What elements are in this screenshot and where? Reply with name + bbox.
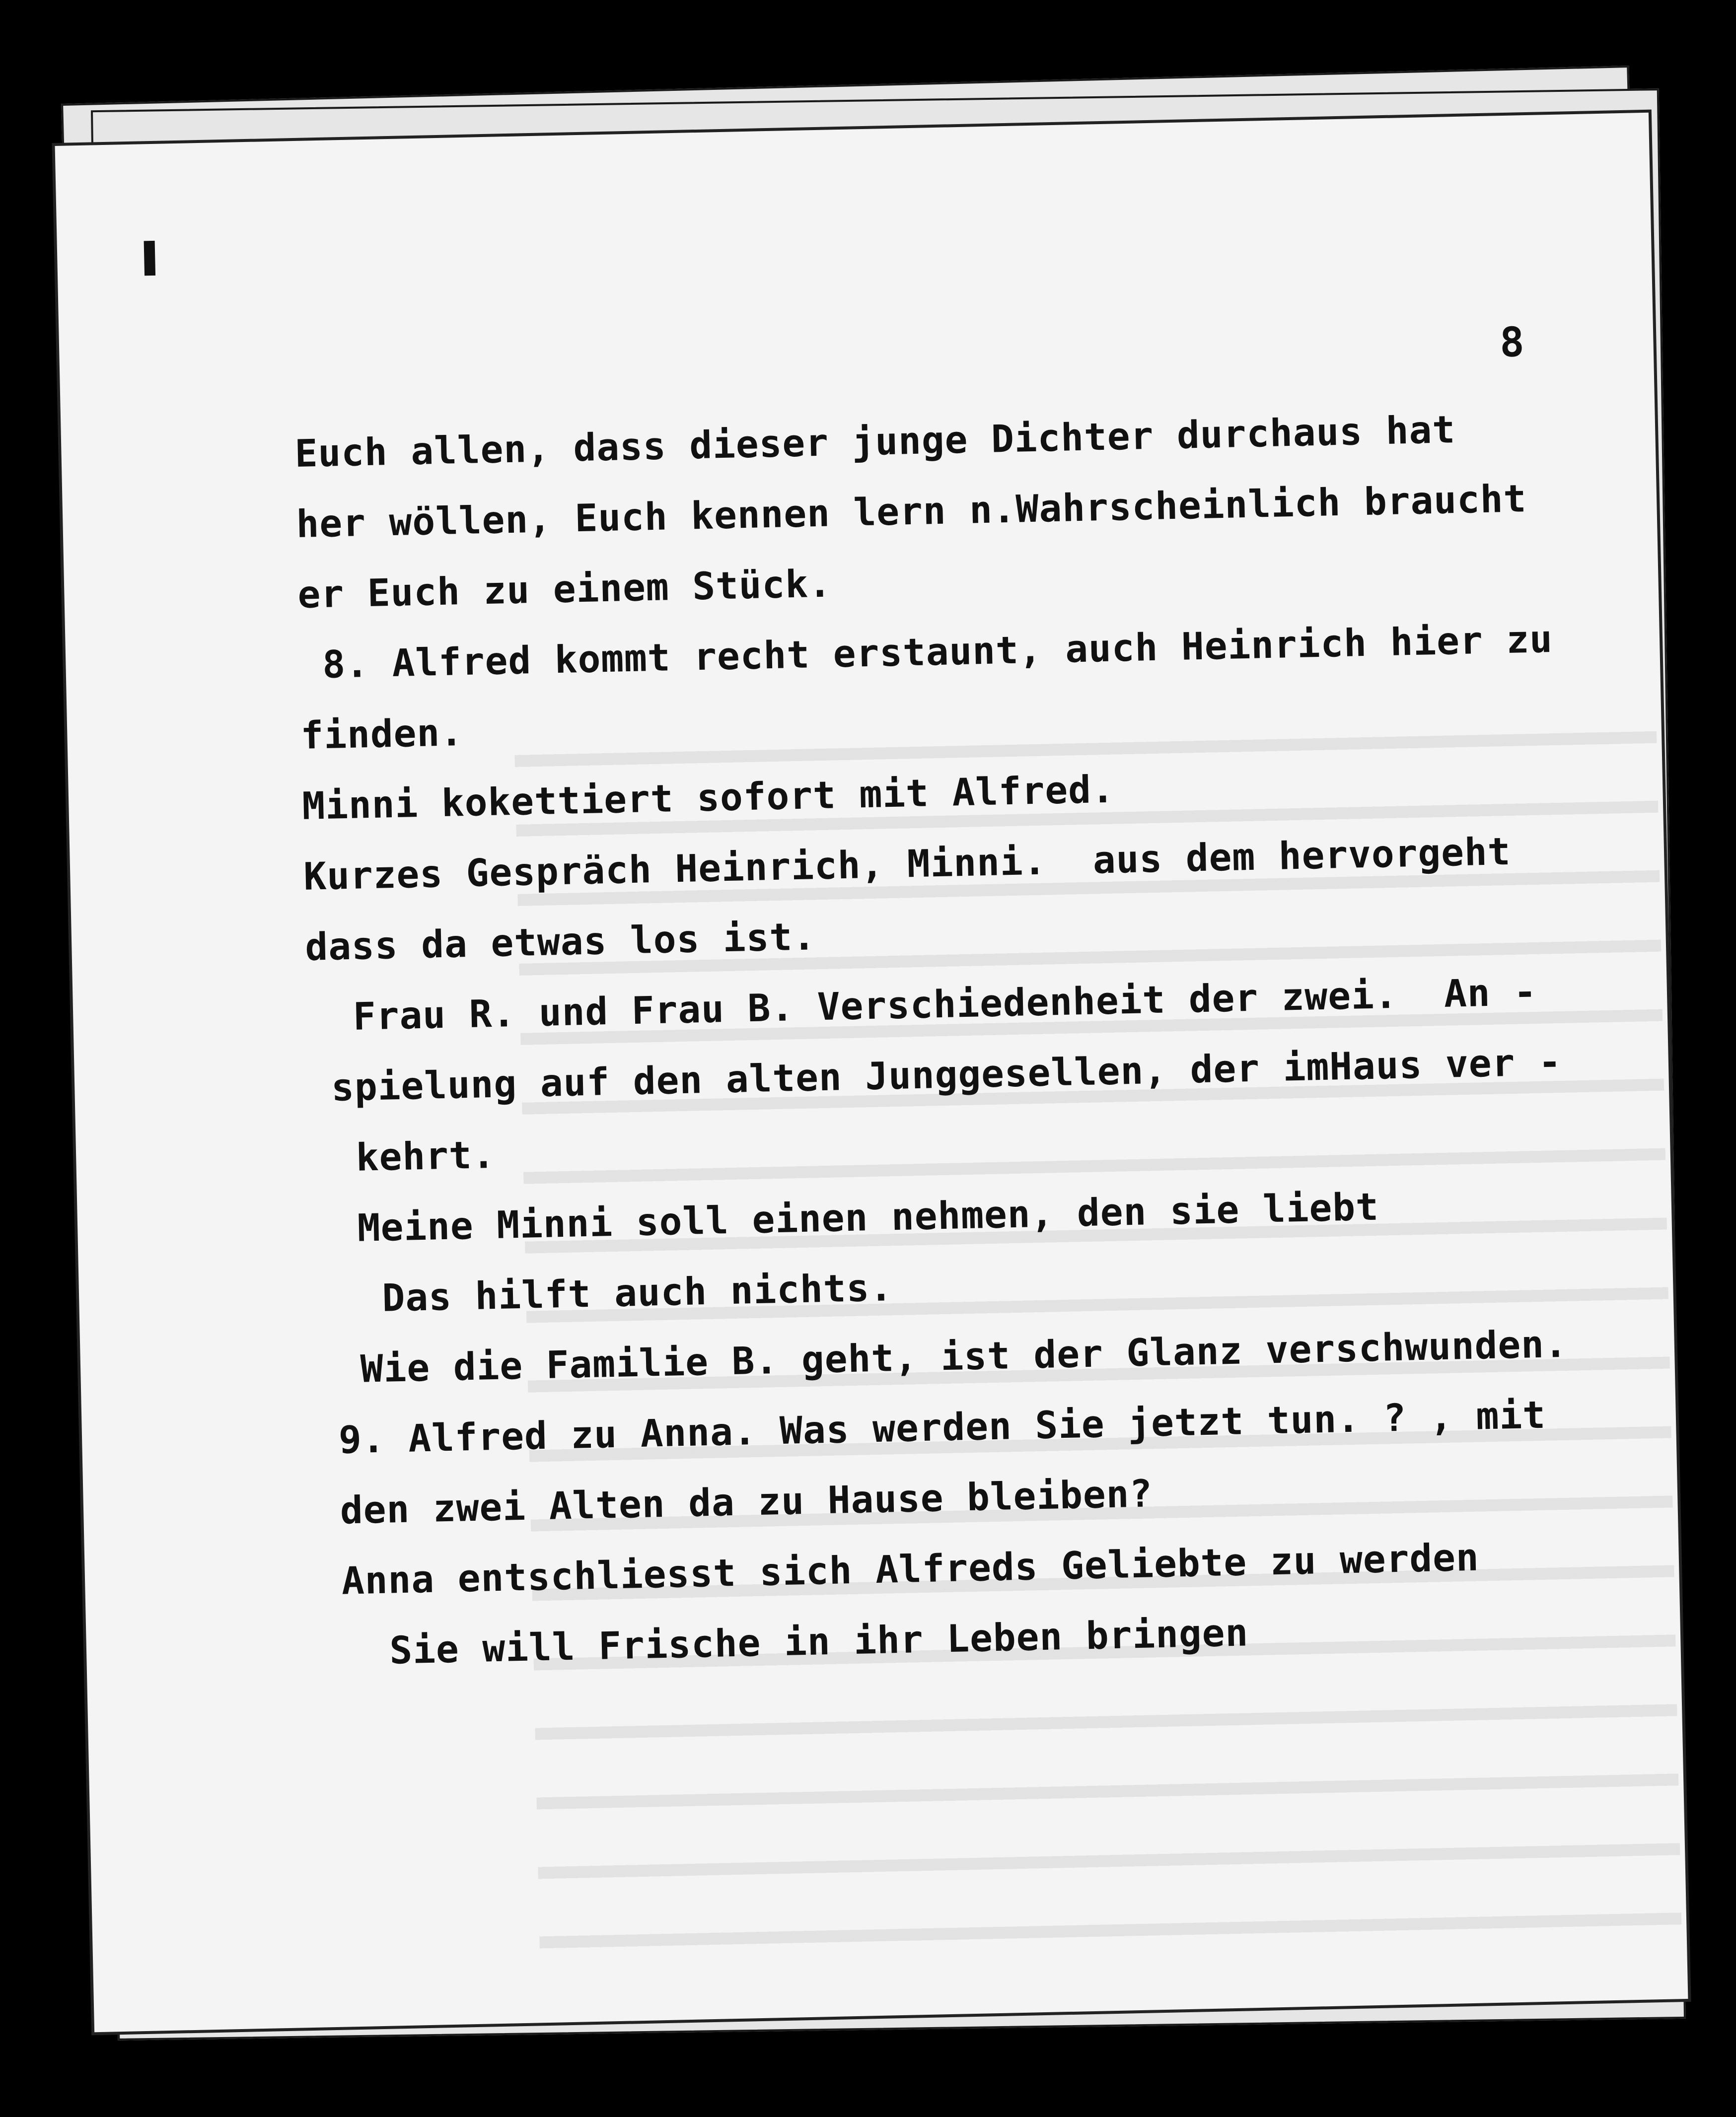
text-line: dass da etwas los ist. [304,914,816,969]
text-line: 9. Alfred zu Anna. Was werden Sie jetzt tun. ? , mit [315,1392,1546,1463]
text-line: Anna entschliesst sich Alfreds Geliebte zu werden [318,1535,1480,1604]
text-line: 8. Alfred kommt recht erstaunt, auch Heinrich hier zu [298,617,1553,687]
text-line: Wie die Familie B. geht, ist der Glanz verschwunden. [313,1321,1568,1392]
text-line: Kurzes Gespräch Heinrich, Minni. aus dem hervorgeht [303,829,1512,899]
typed-text-block [294,391,1661,1688]
text-line: kehrt. [309,1132,496,1181]
text-line: Minni kokettiert sofort mit Alfred. [301,767,1115,828]
text-line: er Euch zu einem Stück. [297,561,832,617]
text-line: Sie will Frische in ihr Leben bringen [319,1610,1249,1674]
text-line: finden. [300,710,464,758]
text-line: spielung auf den alten Junggesellen, der imHaus ver - [307,1039,1562,1110]
text-line: den zwei Alten da zu Hause bleiben? [316,1471,1154,1533]
page-mark [144,241,155,276]
text-line: her wöllen, Euch kennen lern n.Wahrscheinlich braucht [295,476,1527,547]
text-line: Frau R. und Frau B. Verschiedenheit der zwei. An - [306,969,1537,1040]
document-page [55,113,1688,2032]
text-line: Euch allen, dass dieser junge Dichter durchaus hat [294,407,1456,476]
page-number: 8 [1499,319,1525,367]
text-line: Meine Minni soll einen nehmen, den sie liebt [310,1184,1379,1251]
text-line: Das hilft auch nichts. [312,1265,893,1322]
